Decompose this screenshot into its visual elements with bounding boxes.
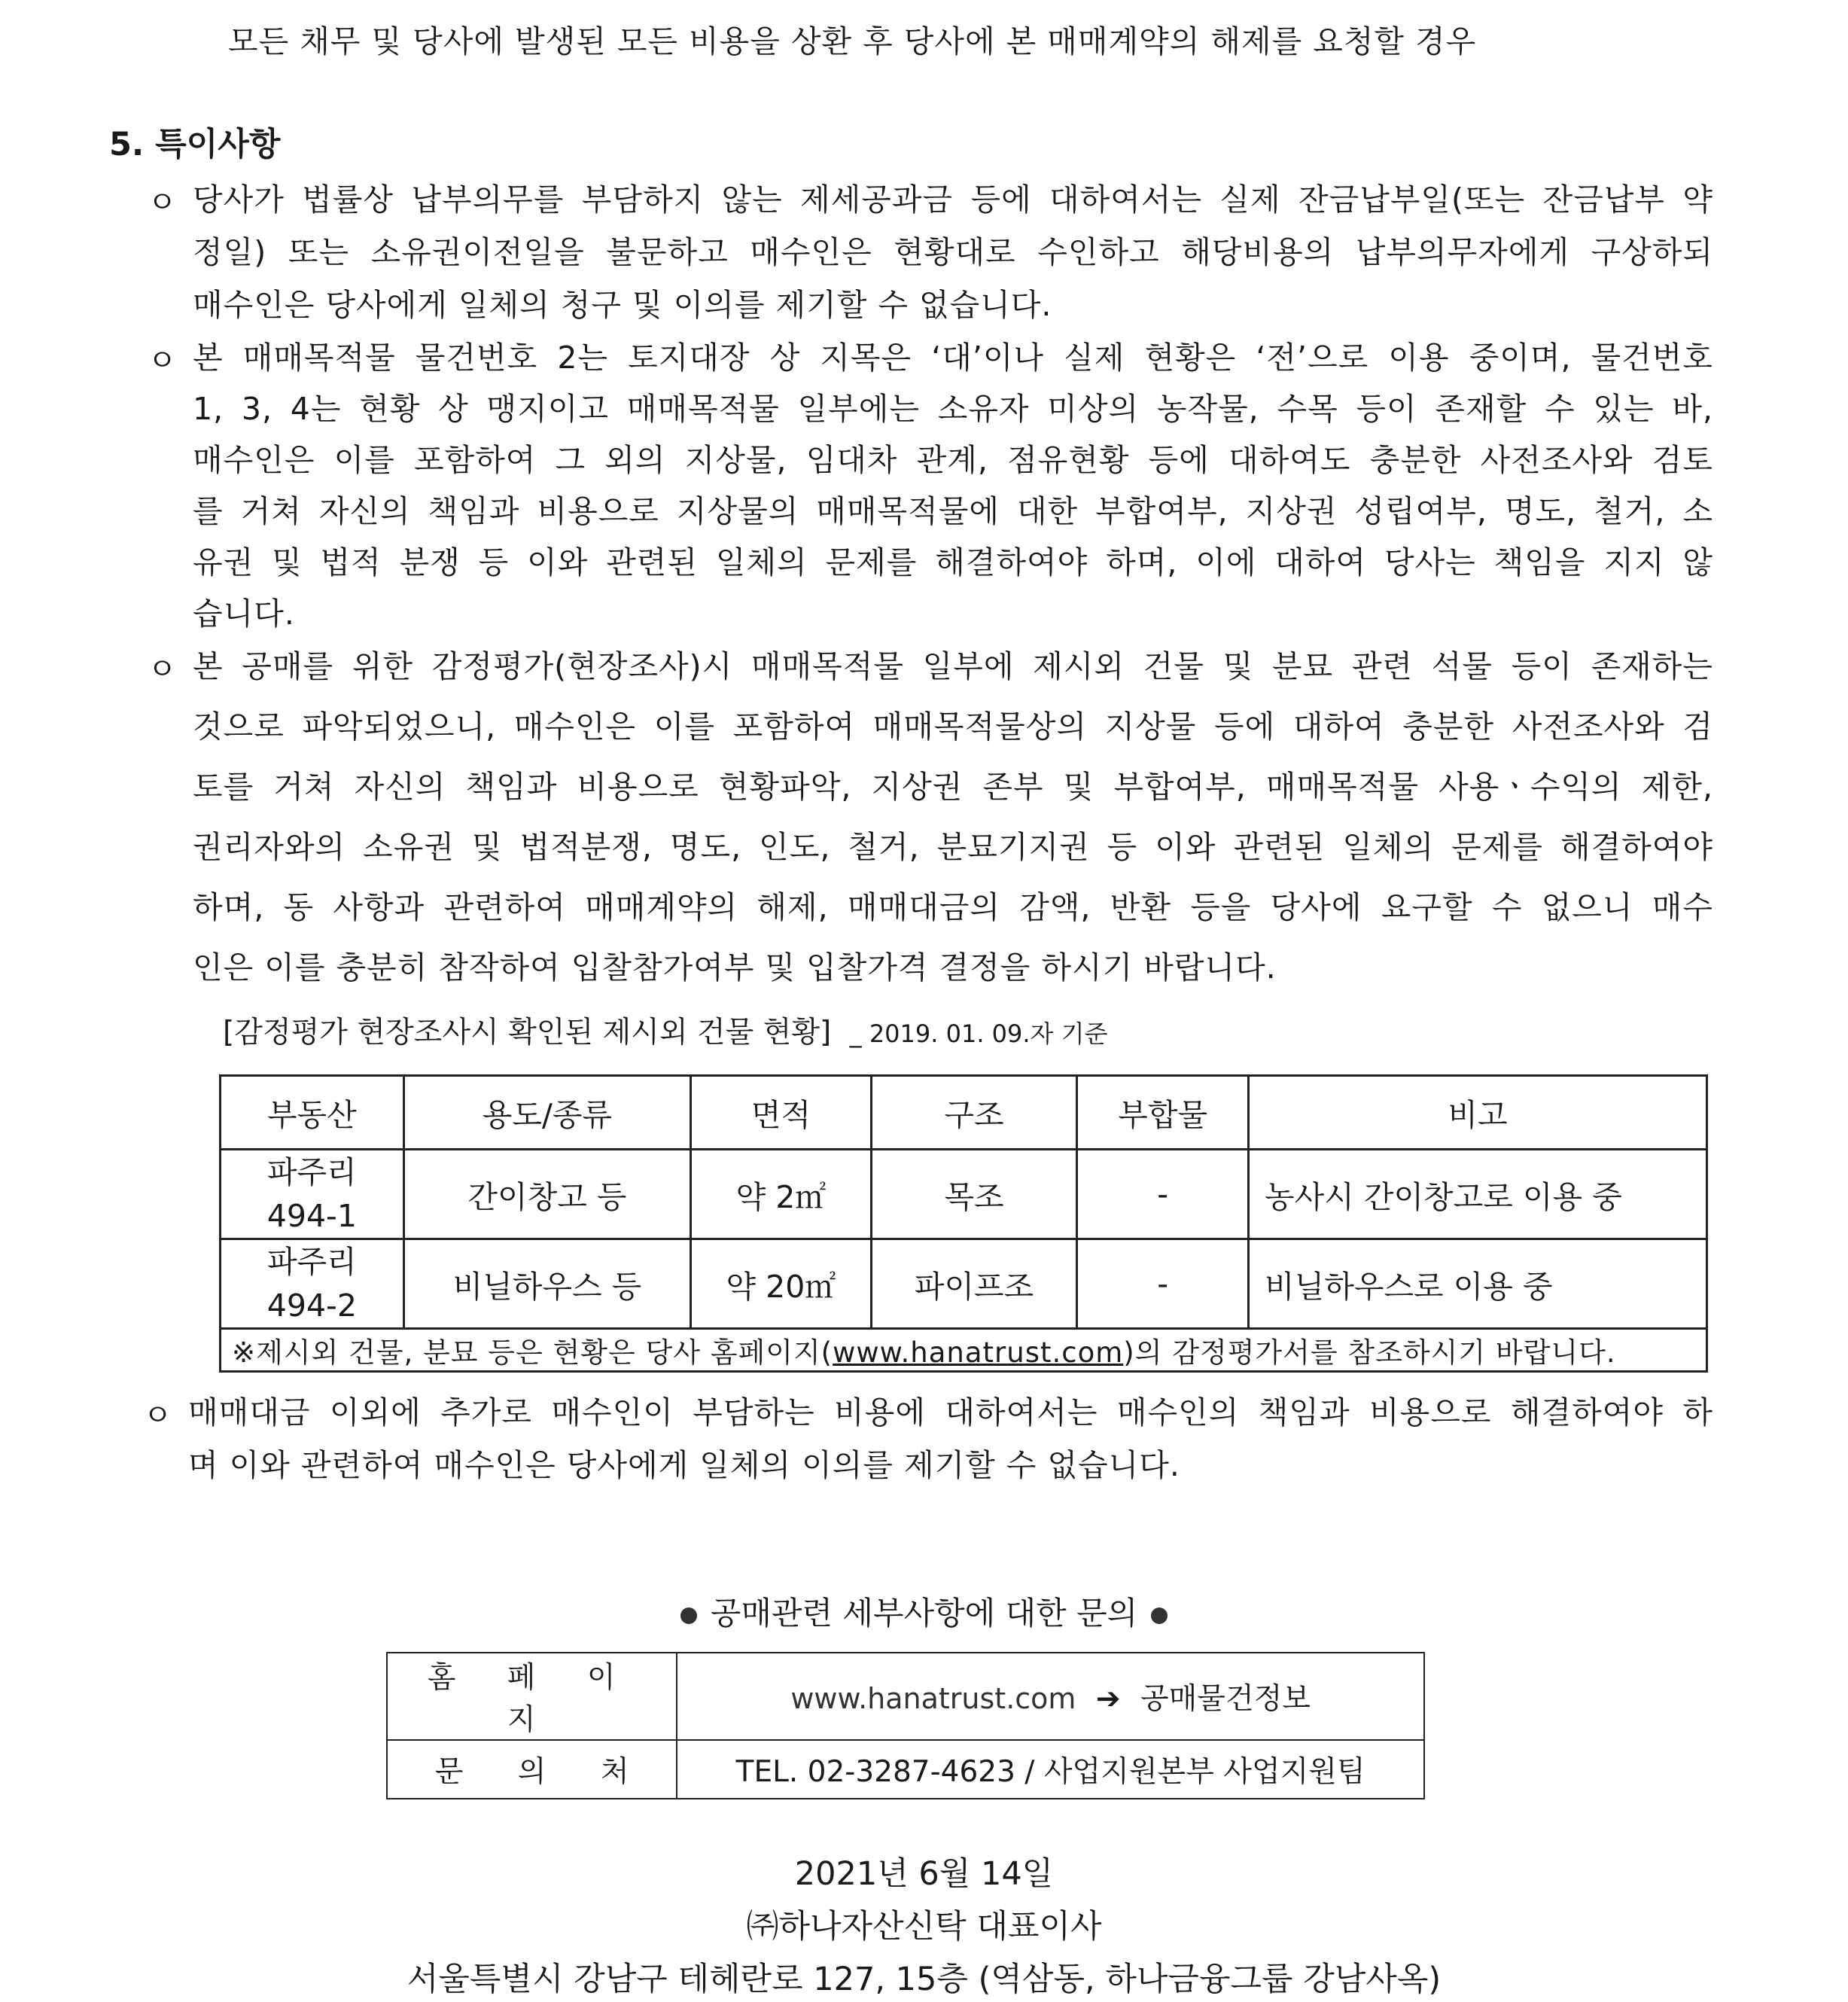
- table-caption-date: _ 2019. 01. 09.자 기준: [849, 1019, 1108, 1048]
- contact-title-text: 공매관련 세부사항에 대한 문의: [710, 1595, 1138, 1632]
- para2-line-6: 습니다.: [193, 596, 295, 632]
- table-cell: 약 2㎡: [691, 1150, 872, 1239]
- table-cell: 파이프조: [871, 1239, 1077, 1329]
- contact-row-phone: [387, 1740, 1424, 1799]
- table-cell: 목조: [871, 1150, 1077, 1239]
- contact-value: TEL. 02-3287-4623 / 사업지원본부 사업지원팀: [677, 1740, 1424, 1799]
- table-cell: 비닐하우스로 이용 중: [1249, 1239, 1707, 1329]
- homepage-menu-text: 공매물건정보: [1140, 1682, 1311, 1716]
- para2-line-2: 1, 3, 4는 현황 상 맹지이고 매매목적물 일부에는 소유자 미상의 농작물, 수목 등이 존재할 수 있는 바,: [193, 391, 1713, 427]
- intro-line: 모든 채무 및 당사에 발생된 모든 비용을 상환 후 당사에 본 매매계약의 해제를 요청할 경우: [228, 23, 1477, 59]
- para4-line-1: 매매대금 이외에 추가로 매수인이 부담하는 비용에 대하여서는 매수인의 책임과 비용으로 해결하여야 하: [188, 1394, 1713, 1431]
- table-cell: 비닐하우스 등: [403, 1239, 690, 1329]
- contact-row-homepage: [387, 1653, 1424, 1740]
- table-cell: 간이창고 등: [403, 1150, 690, 1239]
- para1-line-1: 당사가 법률상 납부의무를 부담하지 않는 제세공과금 등에 대하여서는 실제 잔금납부일(또는 잔금납부 약: [193, 181, 1713, 218]
- header-cell: 면적: [691, 1076, 872, 1150]
- header-cell: 비고: [1249, 1076, 1707, 1150]
- footer-date: 2021년 6월 14일: [794, 1855, 1054, 1893]
- table-note: [221, 1329, 1707, 1372]
- table-cell: 파주리 494-1: [221, 1150, 404, 1239]
- table-note-suffix: )의 감정평가서를 참조하시기 바랍니다.: [1123, 1336, 1616, 1369]
- table-cell: 파주리 494-2: [221, 1239, 404, 1329]
- table-row: [221, 1239, 1707, 1329]
- table-note-prefix: ※제시외 건물, 분묘 등은 현황은 당사 홈페이지(: [232, 1336, 833, 1369]
- para3-line-4: 권리자와의 소유권 및 법적분쟁, 명도, 인도, 철거, 분묘기지권 등 이와 관련된 일체의 문제를 해결하여야: [193, 829, 1713, 865]
- para3-line-5: 하며, 동 사항과 관련하여 매매계약의 해제, 매매대금의 감액, 반환 등을 당사에 요구할 수 없으니 매수: [193, 889, 1713, 925]
- bullet-icon: ㅇ: [148, 185, 177, 220]
- footer-address: 서울특별시 강남구 테헤란로 127, 15층 (역삼동, 하나금융그룹 강남사옥): [406, 1961, 1442, 1998]
- para2-line-5: 유권 및 법적 분쟁 등 이와 관련된 일체의 문제를 해결하여야 하며, 이에 대하여 당사는 책임을 지지 않: [193, 544, 1713, 580]
- para2-line-1: 본 매매목적물 물건번호 2는 토지대장 상 지목은 ‘대’이나 실제 현황은 ‘전’으로 이용 중이며, 물건번호: [193, 340, 1713, 376]
- table-cell: -: [1077, 1150, 1249, 1239]
- section-heading: 5. 특이사항: [109, 126, 281, 163]
- building-table: [219, 1074, 1708, 1373]
- bullet-icon: ㅇ: [148, 343, 177, 378]
- para3-line-6: 인은 이를 충분히 참작하여 입찰참가여부 및 입찰가격 결정을 하시기 바랍니다.: [193, 949, 1277, 986]
- para1-line-2: 정일) 또는 소유권이전일을 불문하고 매수인은 현황대로 수인하고 해당비용의 납부의무자에게 구상하되: [193, 234, 1713, 270]
- table-cell: 약 20㎡: [691, 1239, 872, 1329]
- para4-line-2: 며 이와 관련하여 매수인은 당사에게 일체의 이의를 제기할 수 없습니다.: [188, 1447, 1180, 1483]
- para2-line-3: 매수인은 이를 포함하여 그 외의 지상물, 임대차 관계, 점유현황 등에 대하여도 충분한 사전조사와 검토: [193, 442, 1713, 478]
- arrow-right-icon: ➔: [1095, 1682, 1121, 1716]
- hanatrust-link[interactable]: www.hanatrust.com: [833, 1336, 1124, 1369]
- table-cell: -: [1077, 1239, 1249, 1329]
- header-cell: 구조: [871, 1076, 1077, 1150]
- header-cell: 용도/종류: [403, 1076, 690, 1150]
- bullet-icon: ㅇ: [148, 652, 177, 687]
- header-cell: 부합물: [1077, 1076, 1249, 1150]
- table-caption-title: [감정평가 현장조사시 확인된 제시외 건물 현황]: [223, 1016, 832, 1050]
- table-header-row: [221, 1076, 1707, 1150]
- contact-title: [0, 1589, 1848, 1634]
- contact-value: [677, 1653, 1424, 1740]
- bullet-icon: ㅇ: [143, 1398, 172, 1433]
- para3-line-3: 토를 거쳐 자신의 책임과 비용으로 현황파악, 지상권 존부 및 부합여부, 매매목적물 사용ㆍ수익의 제한,: [193, 769, 1713, 805]
- contact-label: 문 의 처: [387, 1740, 677, 1799]
- para3-line-1: 본 공매를 위한 감정평가(현장조사)시 매매목적물 일부에 제시외 건물 및 분묘 관련 석물 등이 존재하는: [193, 648, 1713, 684]
- contact-label: 홈 페 이 지: [387, 1653, 677, 1740]
- footer-company: ㈜하나자산신탁 대표이사: [746, 1908, 1102, 1946]
- table-note-row: [221, 1329, 1707, 1372]
- para1-line-3: 매수인은 당사에게 일체의 청구 및 이의를 제기할 수 없습니다.: [193, 287, 1052, 323]
- bullet-dot-icon: [1151, 1607, 1168, 1624]
- table-caption: [223, 1009, 1107, 1051]
- contact-table: [386, 1652, 1425, 1799]
- table-cell: 농사시 간이창고로 이용 중: [1249, 1150, 1707, 1239]
- table-row: [221, 1150, 1707, 1239]
- bullet-dot-icon: [680, 1607, 697, 1624]
- header-cell: 부동산: [221, 1076, 404, 1150]
- para2-line-4: 를 거쳐 자신의 책임과 비용으로 지상물의 매매목적물에 대한 부합여부, 지상권 성립여부, 명도, 철거, 소: [193, 493, 1713, 529]
- para3-line-2: 것으로 파악되었으니, 매수인은 이를 포함하여 매매목적물상의 지상물 등에 대하여 충분한 사전조사와 검: [193, 708, 1713, 745]
- homepage-link[interactable]: www.hanatrust.com: [790, 1682, 1076, 1715]
